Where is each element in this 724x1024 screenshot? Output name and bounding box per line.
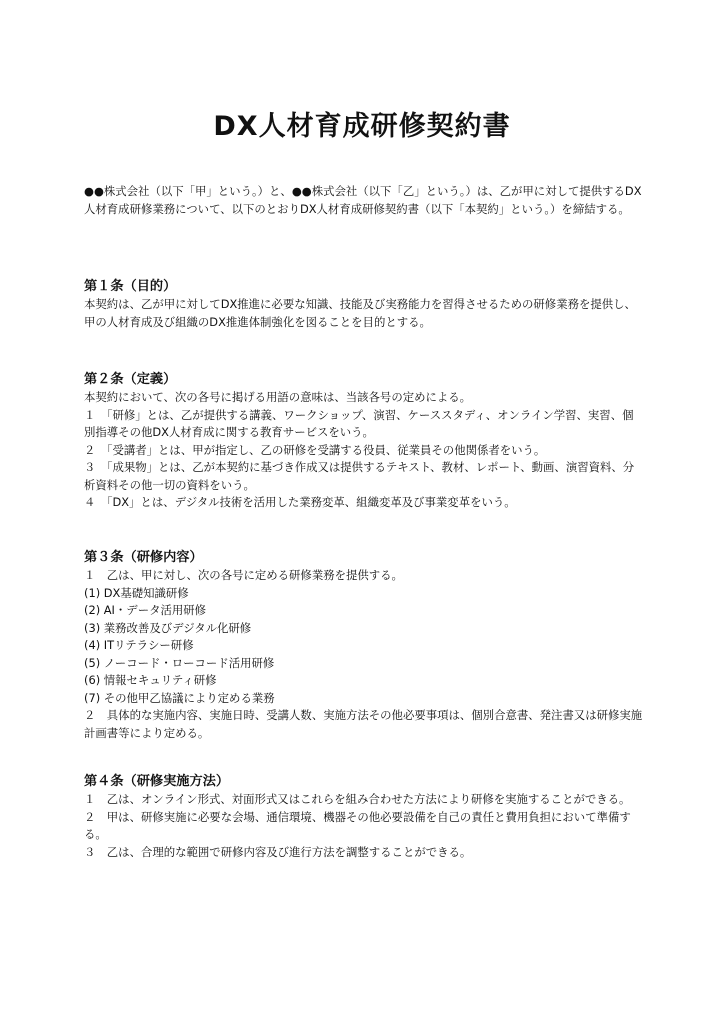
article-clause: ２ 具体的な実施内容、実施日時、受講人数、実施方法その他必要事項は、個別合意書、発注書又は研修実施計画書等により定める。	[84, 708, 643, 740]
list-item: (5) ノーコード・ローコード活用研修	[84, 655, 275, 670]
article-clause: ２ 「受講者」とは、甲が指定し、乙の研修を受講する役員、従業員その他関係者をいう。	[84, 442, 546, 457]
article-clause: 本契約は、乙が甲に対してDX推進に必要な知識、技能及び実務能力を習得させるための研修業務を提供し、甲の人材育成及び組織のDX推進体制強化を図ることを目的とする。	[84, 297, 636, 329]
document-title: DX人材育成研修契約書	[213, 111, 511, 142]
article-heading: 第２条（定義）	[84, 372, 177, 387]
article-clause: １ 乙は、甲に対し、次の各号に定める研修業務を提供する。	[84, 568, 403, 582]
list-item: (1) DX基礎知識研修	[84, 585, 189, 600]
article-clause: 本契約において、次の各号に掲げる用語の意味は、当該各号の定めによる。	[84, 390, 472, 404]
preamble: ●●株式会社（以下「甲」という。）と、●●株式会社（以下「乙」という。）は、乙が甲に対して提供するDX人材育成研修業務について、以下のとおりDX人材育成研修契約書（以下「本契約」という。）を締結する。	[84, 184, 642, 216]
article-3-training-content	[84, 549, 644, 742]
article-clause: ４ 「DX」とは、デジタル技術を活用した業務変革、組織変革及び事業変革をいう。	[84, 495, 516, 509]
article-clause: ２ 甲は、研修実施に必要な会場、通信環境、機器その他必要設備を自己の責任と費用負担において準備する。	[84, 809, 631, 841]
list-item: (3) 業務改善及びデジタル化研修	[84, 620, 252, 635]
list-item: (2) AI・データ活用研修	[84, 603, 207, 617]
article-1-purpose	[84, 278, 644, 331]
article-heading: 第３条（研修内容）	[84, 550, 203, 565]
article-clause: ３ 乙は、合理的な範囲で研修内容及び進行方法を調整することができる。	[84, 844, 472, 859]
article-clause: ３ 「成果物」とは、乙が本契約に基づき作成又は提供するテキスト、教材、レポート、動画、演習資料、分析資料その他一切の資料をいう。	[84, 460, 635, 492]
article-heading: 第４条（研修実施方法）	[84, 774, 230, 789]
article-heading: 第１条（目的）	[84, 279, 177, 294]
list-item: (6) 情報セキュリティ研修	[84, 673, 217, 687]
article-2-definitions	[84, 371, 644, 512]
article-clause: １ 乙は、オンライン形式、対面形式又はこれらを組み合わせた方法により研修を実施することができる。	[84, 792, 631, 806]
article-4-training-method	[84, 773, 644, 861]
article-clause: １ 「研修」とは、乙が提供する講義、ワークショップ、演習、ケーススタディ、オンライン学習、実習、個別指導その他DX人材育成に関する教育サービスをいう。	[84, 407, 634, 439]
list-item: (4) ITリテラシー研修	[84, 638, 194, 652]
list-item: (7) その他甲乙協議により定める業務	[84, 690, 275, 705]
